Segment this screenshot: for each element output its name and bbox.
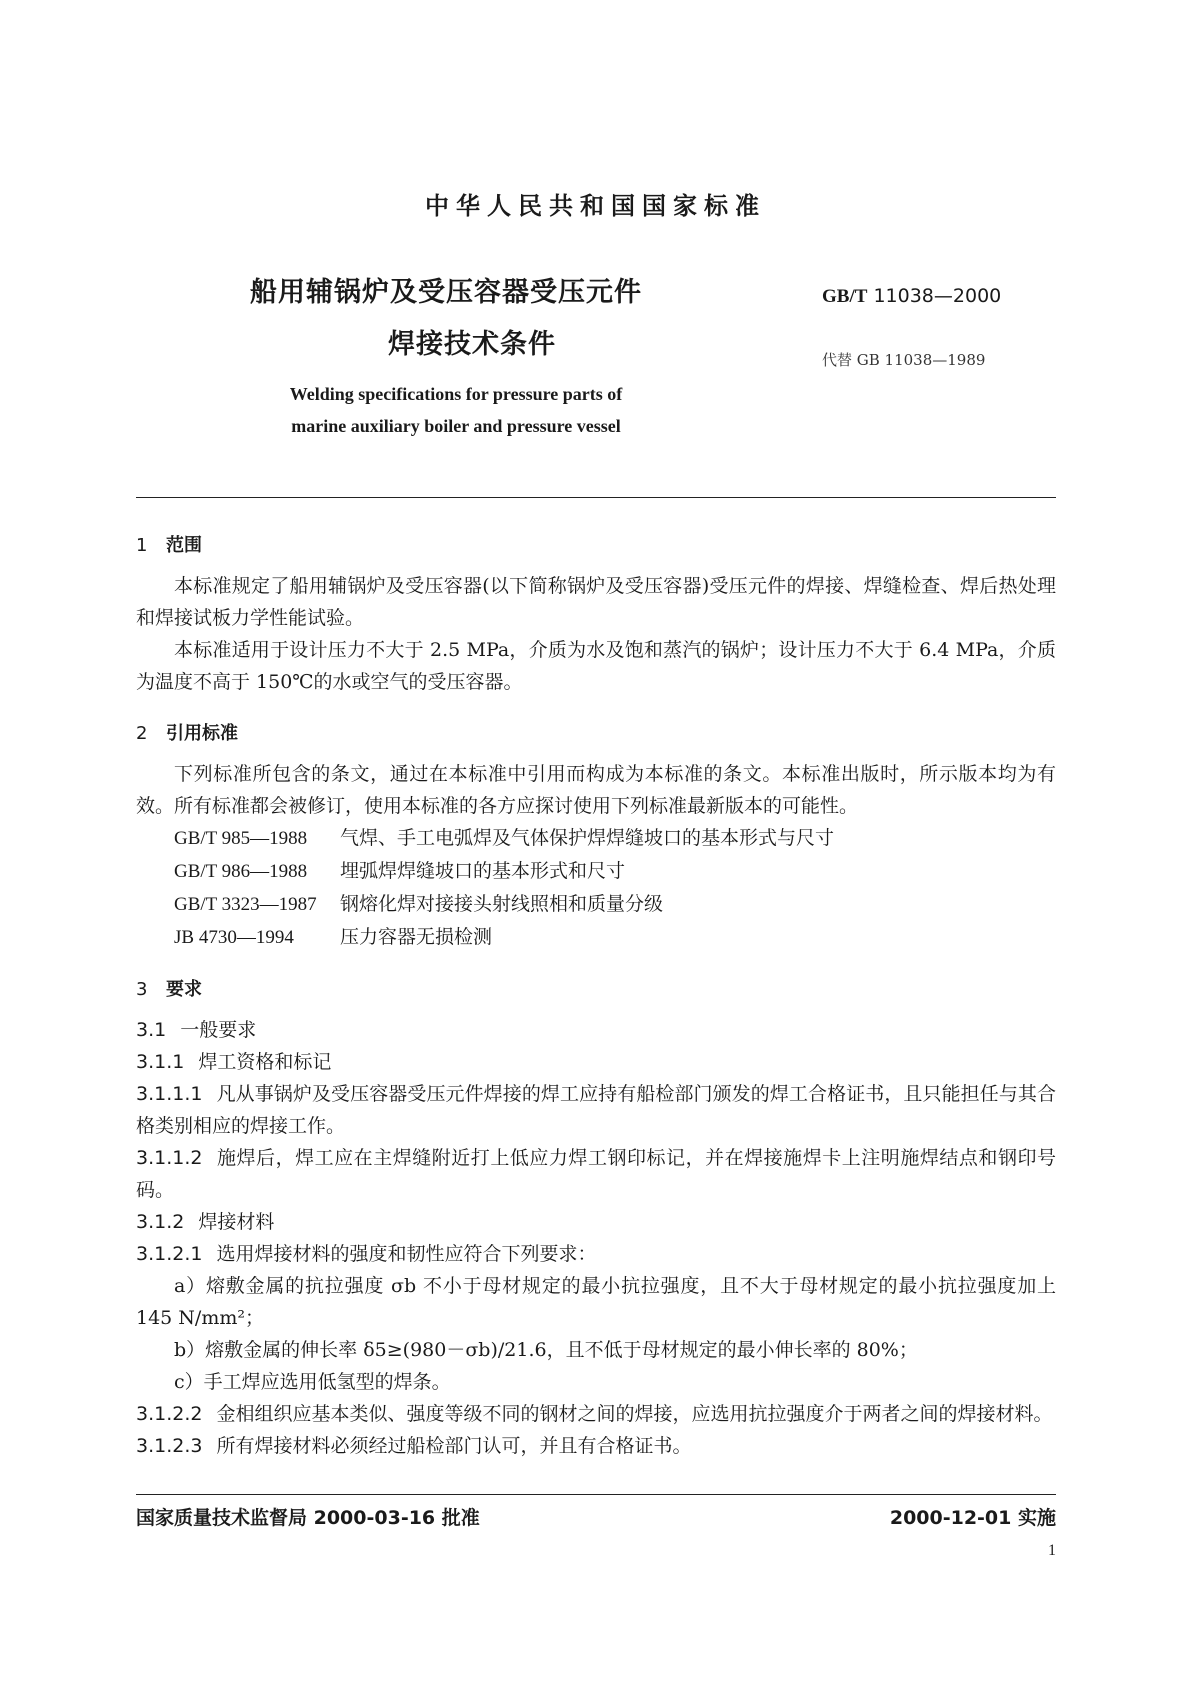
reference-code: JB 4730—1994 — [174, 927, 294, 948]
clause-text: 一般要求 — [180, 1019, 257, 1041]
standard-code-number: 11038—2000 — [873, 285, 1002, 307]
section-number: 2 — [136, 723, 148, 744]
clause-number: 3.1.1 — [136, 1051, 185, 1073]
clause-number: 3.1.2.2 — [136, 1403, 203, 1425]
clause-text: 金相组织应基本类似、强度等级不同的钢材之间的焊接，应选用抗拉强度介于两者之间的焊接材料。 — [216, 1403, 1053, 1425]
paragraph: 下列标准所包含的条文，通过在本标准中引用而构成为本标准的条文。本标准出版时，所示版本均为有效。所有标准都会被修订，使用本标准的各方应探讨使用下列标准最新版本的可能性。 — [136, 763, 1056, 817]
list-item-a: a）熔敷金属的抗拉强度 σb 不小于母材规定的最小抗拉强度，且不大于母材规定的最小抗拉强度加上 145 N/mm²； — [136, 1275, 1056, 1329]
clause-text: 选用焊接材料的强度和韧性应符合下列要求： — [216, 1243, 597, 1265]
footer-divider — [136, 1494, 1056, 1495]
reference-title: 埋弧焊焊缝坡口的基本形式和尺寸 — [340, 860, 626, 882]
clause-text: 凡从事锅炉及受压容器受压元件焊接的焊工应持有船检部门颁发的焊工合格证书，且只能担任与其合格类别相应的焊接工作。 — [136, 1083, 1056, 1137]
clause-number: 3.1.1.2 — [136, 1147, 203, 1169]
document-title-en-line2: marine auxiliary boiler and pressure vessel — [291, 416, 621, 436]
clause-number: 3.1 — [136, 1019, 167, 1041]
clause-3-1 — [136, 1014, 1056, 1046]
section-number: 1 — [136, 535, 148, 556]
section-heading-references — [136, 718, 1056, 750]
paragraph: 本标准适用于设计压力不大于 2.5 MPa，介质为水及饱和蒸汽的锅炉；设计压力不大于 6.4 MPa，介质为温度不高于 150℃的水或空气的受压容器。 — [136, 639, 1056, 693]
clause-text: 焊工资格和标记 — [198, 1051, 332, 1073]
reference-item — [136, 855, 1056, 888]
document-body — [136, 530, 1056, 1462]
clause-3-1-2 — [136, 1206, 1056, 1238]
standard-code-prefix: GB/T — [822, 286, 868, 307]
section-title: 范围 — [166, 535, 202, 556]
replaces-standard: 代替 GB 11038—1989 — [822, 351, 986, 369]
list-item-b: b）熔敷金属的伸长率 δ5≥(980－σb)/21.6，且不低于母材规定的最小伸长率的 80%； — [174, 1339, 918, 1361]
section-heading-scope — [136, 530, 1056, 562]
reference-item — [136, 921, 1056, 954]
list-item-c: c）手工焊应选用低氢型的焊条。 — [174, 1371, 451, 1393]
document-title-en-line1: Welding specifications for pressure parts of — [289, 384, 623, 404]
approval-line: 国家质量技术监督局 2000-03-16 批准 — [136, 1507, 480, 1529]
clause-text: 所有焊接材料必须经过船检部门认可，并且有合格证书。 — [216, 1435, 692, 1457]
clause-number: 3.1.2 — [136, 1211, 185, 1233]
reference-code: GB/T 985—1988 — [174, 828, 308, 849]
section-title: 要求 — [166, 979, 202, 1000]
section-number: 3 — [136, 979, 148, 1000]
paragraph: 本标准规定了船用辅锅炉及受压容器(以下简称锅炉及受压容器)受压元件的焊接、焊缝检查、焊后热处理和焊接试板力学性能试验。 — [136, 575, 1056, 629]
clause-3-1-1 — [136, 1046, 1056, 1078]
clause-3-1-2-3 — [136, 1430, 1056, 1462]
clause-number: 3.1.2.1 — [136, 1243, 203, 1265]
reference-item — [136, 822, 1056, 855]
header-divider — [136, 497, 1056, 498]
reference-title: 钢熔化焊对接接头射线照相和质量分级 — [340, 893, 664, 915]
clause-number: 3.1.2.3 — [136, 1435, 203, 1457]
standard-code — [822, 285, 1001, 308]
document-title-zh-line2: 焊接技术条件 — [388, 329, 556, 360]
section-title: 引用标准 — [166, 723, 238, 744]
implementation-line: 2000-12-01 实施 — [889, 1507, 1056, 1529]
document-title-zh-line1: 船用辅锅炉及受压容器受压元件 — [250, 277, 642, 308]
reference-item — [136, 888, 1056, 921]
clause-3-1-1-2 — [136, 1142, 1056, 1206]
national-standard-title: 中华人民共和国国家标准 — [425, 192, 766, 220]
reference-code: GB/T 3323—1987 — [174, 894, 317, 915]
clause-text: 焊接材料 — [198, 1211, 275, 1233]
clause-text: 施焊后，焊工应在主焊缝附近打上低应力焊工钢印标记，并在焊接施焊卡上注明施焊结点和钢印号码。 — [136, 1147, 1056, 1201]
reference-title: 气焊、手工电弧焊及气体保护焊焊缝坡口的基本形式与尺寸 — [340, 827, 835, 849]
page-number: 1 — [1048, 1542, 1056, 1559]
reference-code: GB/T 986—1988 — [174, 861, 308, 882]
reference-title: 压力容器无损检测 — [340, 926, 493, 948]
clause-number: 3.1.1.1 — [136, 1083, 203, 1105]
clause-3-1-2-1 — [136, 1238, 1056, 1270]
clause-3-1-1-1 — [136, 1078, 1056, 1142]
clause-3-1-2-2 — [136, 1398, 1056, 1430]
section-heading-requirements — [136, 974, 1056, 1006]
